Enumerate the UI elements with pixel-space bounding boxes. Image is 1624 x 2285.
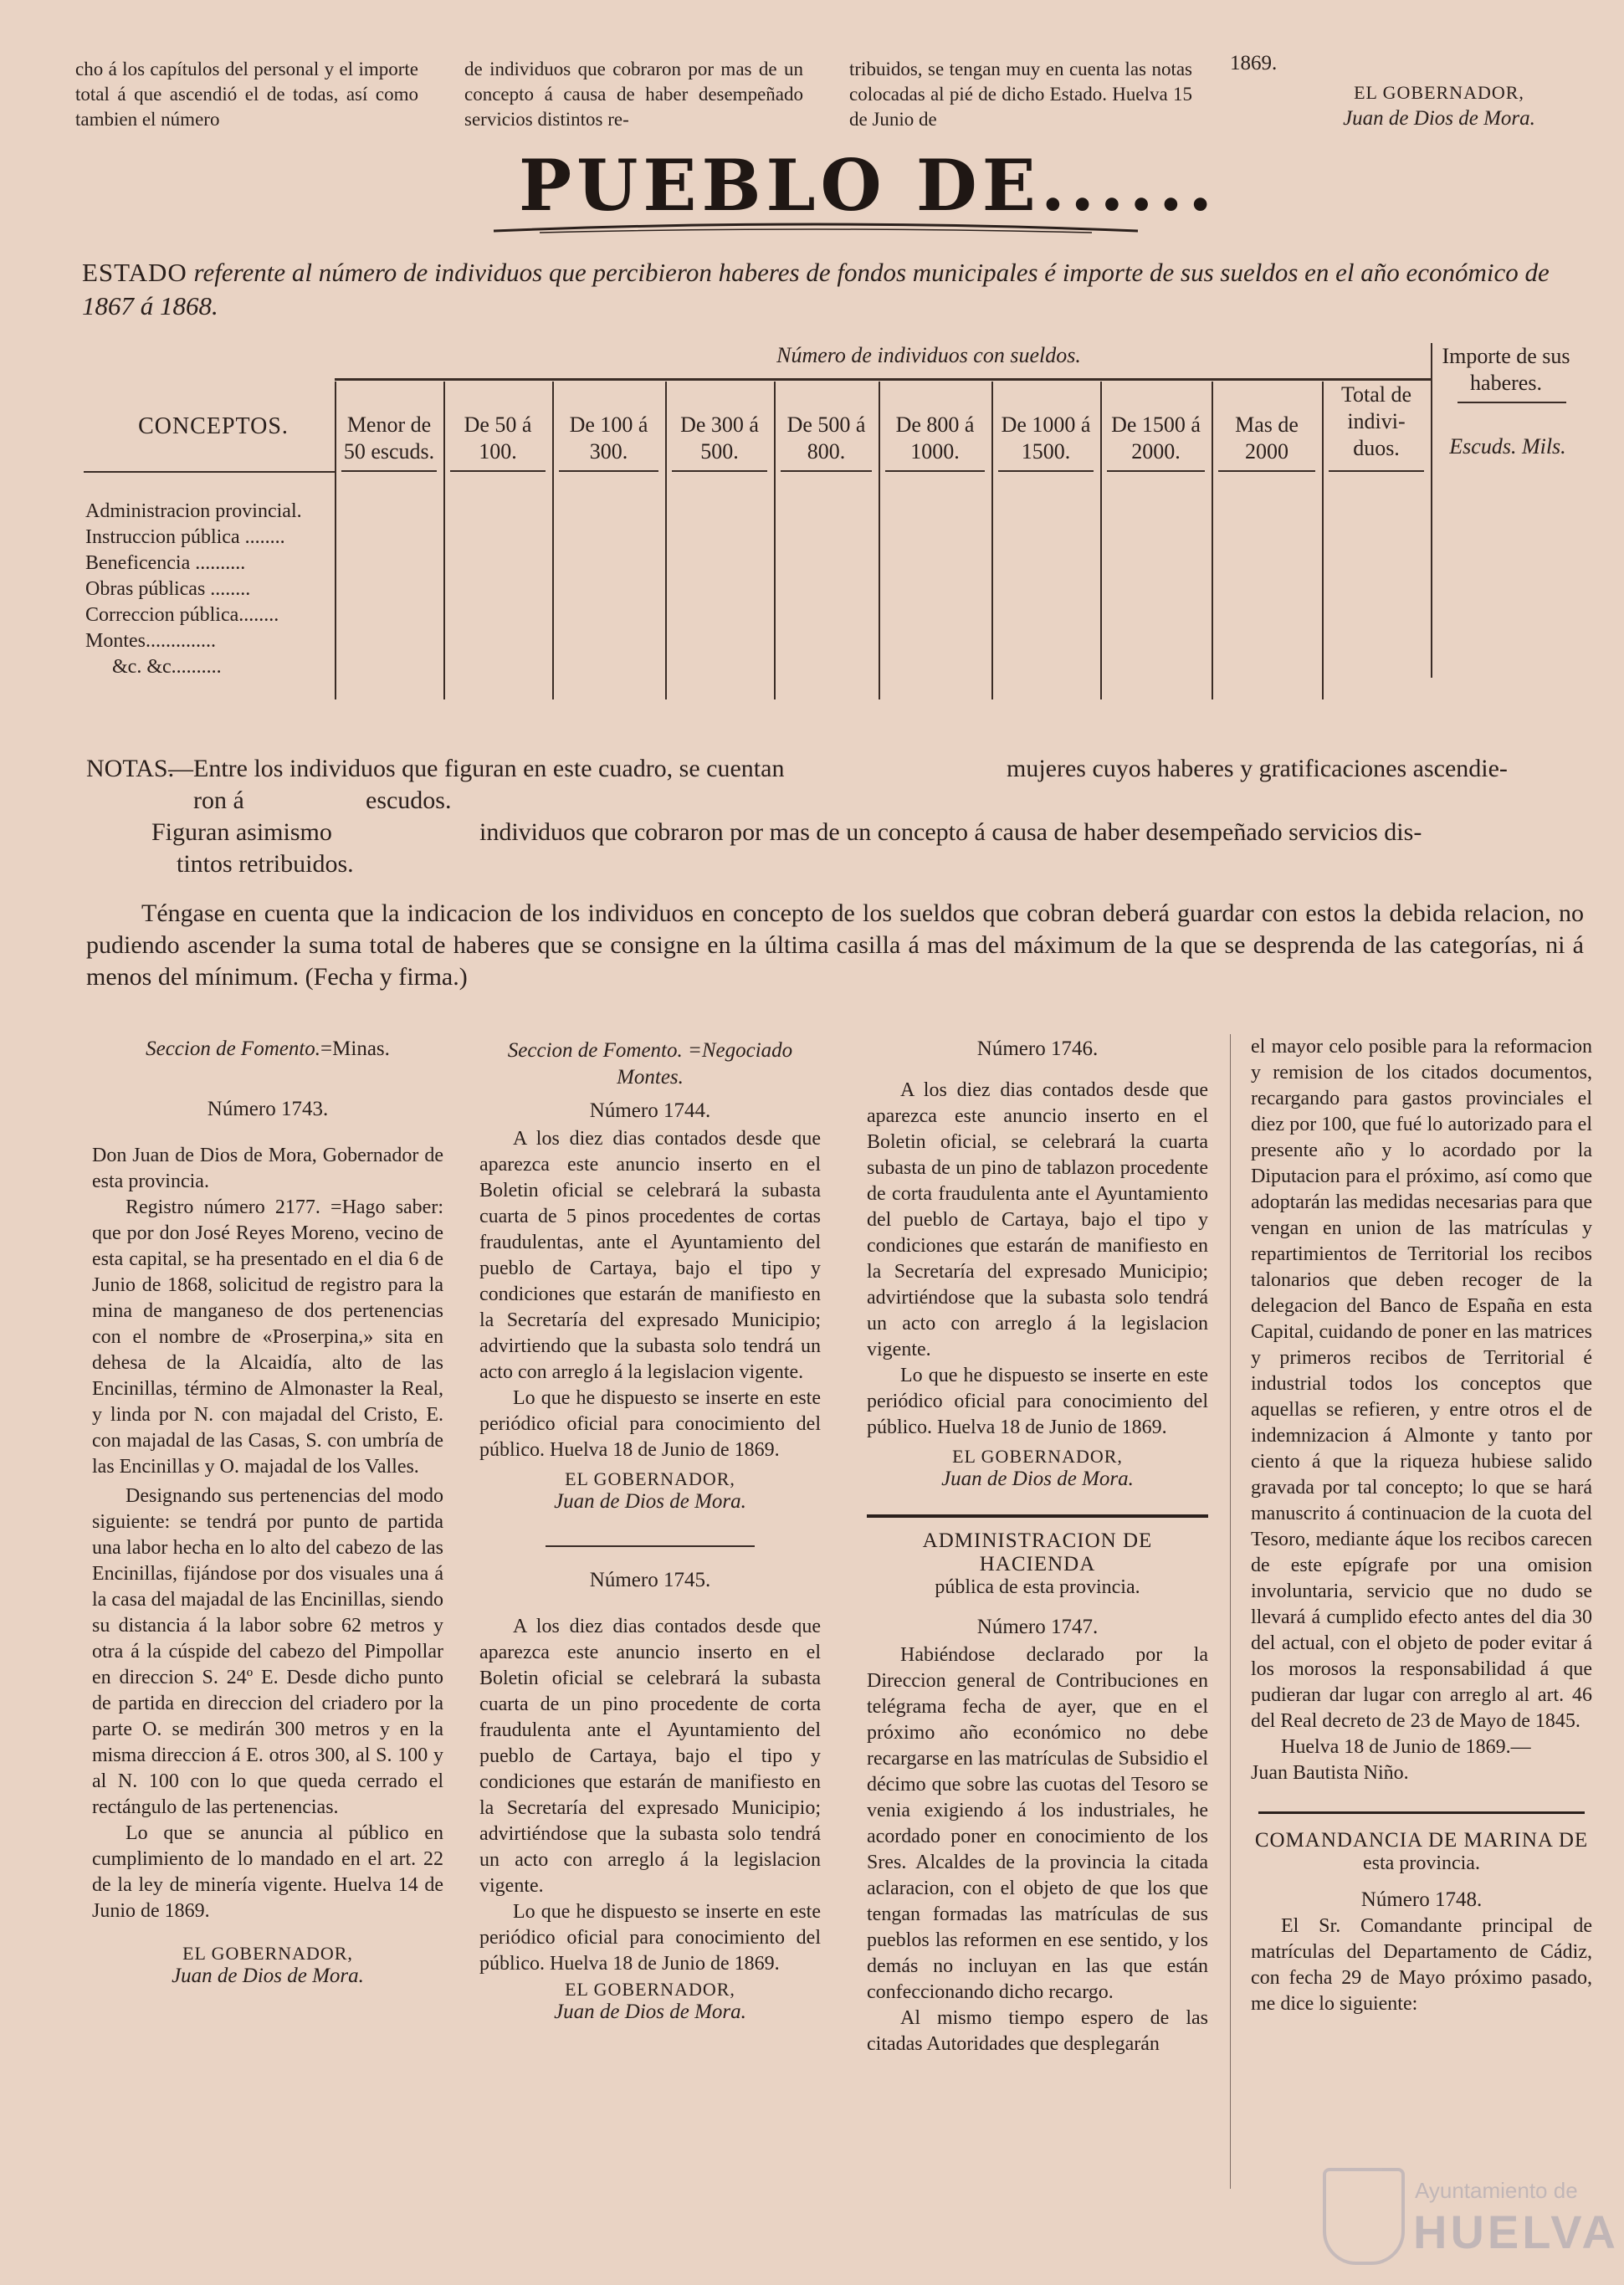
conceptos-underline bbox=[84, 471, 335, 473]
col1-signature-name: Juan de Dios de Mora. bbox=[172, 1965, 364, 1987]
estado-heading bbox=[82, 256, 1580, 323]
column-header: De 1500 á 2000. bbox=[1111, 412, 1201, 464]
col1-signature-title: EL GOBERNADOR, bbox=[182, 1943, 353, 1964]
column-1 bbox=[92, 1037, 443, 1988]
column-header-underline bbox=[998, 470, 1094, 472]
col2-signature-name-2: Juan de Dios de Mora. bbox=[554, 2001, 746, 2023]
table-row-label: Obras públicas ........ bbox=[85, 578, 251, 600]
column-header: Menor de 50 escuds. bbox=[343, 412, 435, 464]
col3-divider bbox=[867, 1514, 1208, 1518]
notes-line4: tintos retribuidos. bbox=[177, 850, 354, 878]
notes-line2a: ron á bbox=[193, 786, 244, 814]
column-header: De 50 á 100. bbox=[464, 412, 532, 464]
col2-body2: Lo que he dispuesto se inserte en este periódico oficial para conocimiento del público. Huelva 18 de Junio de 1869. bbox=[479, 1387, 821, 1461]
col1-body3: Designando sus pertenencias del modo siguiente: se tendrá por punto de partida una labor hecha en lo alto del cabezo de las Encinillas, fijándose por dos visuales una á la casa del majadal de las Encinillas, siendo su distancia á la labor sobre 62 metros y otra á la cúspide del cabezo del Pimpollar en direccion S. 24º E. Desde dicho punto de partida en direccion del criadero por la parte O. se medirán 300 metros y en la misma direccion á E. otros 300, al S. 100 y al N. 100 con lo que queda cerrado el rectángulo de las pertenencias. bbox=[92, 1485, 443, 1818]
col1-body2: Registro número 2177. =Hago saber: que por don José Reyes Moreno, vecino de esta capital, se ha presentado en el dia 6 de Junio de 1868, solicitud de registro para la mina de manganeso de dos pertenencias con el nombre de «Proserpina,» sita en dehesa de la Alcaidía, alto de las Encinillas, término de Almonaster la Real, y linda por N. con majadal del Cristo, E. con majadal de las Casas, S. con umbría de las Encinillas y O. majadal de los Valles. bbox=[92, 1196, 443, 1478]
estado-prefix: ESTADO bbox=[82, 258, 187, 287]
column-header-underline bbox=[1218, 470, 1315, 472]
col3-body4: Al mismo tiempo espero de las citadas Autoridades que desplegarán bbox=[867, 2007, 1208, 2055]
top-signature-name: Juan de Dios de Mora. bbox=[1343, 107, 1535, 130]
table-importe-divider bbox=[1431, 343, 1432, 678]
table-column-rule bbox=[443, 382, 445, 699]
column-2 bbox=[479, 1037, 821, 2024]
table-column-rule bbox=[1322, 382, 1324, 699]
column-header: De 500 á 800. bbox=[786, 412, 866, 464]
table-column-rule bbox=[991, 382, 993, 699]
col4-marina-subtitle: esta provincia. bbox=[1363, 1852, 1480, 1874]
column-3 bbox=[867, 1037, 1208, 2057]
watermark-line1: Ayuntamiento de bbox=[1415, 2178, 1578, 2203]
table-column-rule bbox=[774, 382, 776, 699]
col4-body2: El Sr. Comandante principal de matrículas del Departamento de Cádiz, con fecha 29 de Mayo próximo pasado, me dice lo siguiente: bbox=[1251, 1915, 1592, 2015]
col4-marina-title: COMANDANCIA DE MARINA DE bbox=[1254, 1829, 1589, 1852]
notes-line1b: mujeres cuyos haberes y gratificaciones ascendie- bbox=[1007, 755, 1508, 782]
column-header: Total de indivi- duos. bbox=[1340, 382, 1412, 460]
importe-subheader: Escuds. Mils. bbox=[1449, 434, 1566, 459]
col1-section-suffix: =Minas. bbox=[320, 1037, 390, 1060]
col1-section: Seccion de Fomento. bbox=[146, 1037, 321, 1060]
col4-date: Huelva 18 de Junio de 1869.— bbox=[1281, 1736, 1531, 1758]
ayuntamiento-watermark-logo bbox=[1323, 2168, 1619, 2260]
notes-block bbox=[86, 753, 1592, 887]
col2-signature-title-2: EL GOBERNADOR, bbox=[565, 1979, 735, 2000]
estado-text: referente al número de individuos que percibieron haberes de fondos municipales é importe de sus sueldos en el año económico de 1867 á 1868. bbox=[82, 258, 1550, 320]
column-header-underline bbox=[781, 470, 872, 472]
col3-signature-name: Juan de Dios de Mora. bbox=[941, 1468, 1134, 1490]
col3-body1: A los diez dias contados desde que aparezca este anuncio inserto en el Boletin oficial, se celebrará la cuarta subasta de un pino de tablazon procedente de corta fraudulenta ante el Ayuntamiento del pueblo de Cartaya, bajo el tipo y condiciones que estarán de manifiesto en la Secretaría del expresado Municipio; advirtiéndose que la subasta solo tendrá un acto con arreglo á la legislacion vigente. bbox=[867, 1079, 1208, 1360]
table-column-rule bbox=[552, 382, 554, 699]
col3-number-1747: Número 1747. bbox=[976, 1616, 1099, 1638]
top-year: 1869. bbox=[1230, 52, 1278, 74]
table-row-label: &c. &c.......... bbox=[112, 656, 222, 678]
table-row-label: Correccion pública........ bbox=[85, 604, 279, 626]
notes-line2b: escudos. bbox=[366, 786, 452, 814]
notes-label: NOTAS. bbox=[86, 755, 175, 782]
watermark-line2: HUELVA bbox=[1413, 2206, 1619, 2258]
top-signature-title: EL GOBERNADOR, bbox=[1354, 82, 1524, 103]
table-row-label: Administracion provincial. bbox=[85, 500, 302, 522]
notes-line3b: individuos que cobraron por mas de un concepto á causa de haber desempeñado servicios dis- bbox=[479, 818, 1422, 846]
column-header-underline bbox=[1329, 470, 1424, 472]
page-title: PUEBLO DE...... bbox=[519, 144, 1218, 227]
column-header-underline bbox=[450, 470, 546, 472]
col4-divider bbox=[1258, 1811, 1585, 1814]
col3-admin-title: ADMINISTRACION DE HACIENDA bbox=[922, 1529, 1153, 1575]
table-group-rule bbox=[335, 378, 1431, 381]
top-col2-text: de individuos que cobraron por mas de un concepto á causa de haber desempeñado servicios distintos re- bbox=[464, 59, 803, 130]
table-column-rule bbox=[665, 382, 667, 699]
column-header-underline bbox=[1107, 470, 1205, 472]
col2-section: Seccion de Fomento. =Negociado Montes. bbox=[507, 1039, 793, 1089]
column-header-underline bbox=[341, 470, 437, 472]
col2-body1: A los diez dias contados desde que aparezca este anuncio inserto en el Boletin oficial se celebrará la subasta cuarta de 5 pinos procedentes de cortas fraudulentas, ante el Ayuntamiento del pueblo de Cartaya, bajo el tipo y condiciones que estarán de manifiesto en la Secretaría del expresado Municipio; advirtiendo que la subasta solo tendrá un acto con arreglo á la legislacion vigente. bbox=[479, 1128, 821, 1383]
col1-body4: Lo que se anuncia al público en cumplimiento de lo mandado en el art. 22 de la ley de minería vigente. Huelva 14 de Junio de 1869. bbox=[92, 1822, 443, 1922]
col4-signer: Juan Bautista Niño. bbox=[1251, 1762, 1409, 1784]
col1-number: Número 1743. bbox=[207, 1098, 329, 1120]
table-column-rule bbox=[1212, 382, 1213, 699]
column-header-underline bbox=[672, 470, 767, 472]
col2-signature-title-1: EL GOBERNADOR, bbox=[565, 1468, 735, 1489]
table-column-rule bbox=[1100, 382, 1102, 699]
table-column-rule bbox=[879, 382, 880, 699]
column-divider-3-4 bbox=[1230, 1034, 1231, 2189]
col2-number-1745: Número 1745. bbox=[589, 1569, 711, 1591]
col2-divider bbox=[546, 1545, 755, 1547]
table-row-label: Beneficencia .......... bbox=[85, 552, 246, 574]
table-group-header: Número de individuos con sueldos. bbox=[776, 343, 1081, 367]
instruction-paragraph: Téngase en cuenta que la indicacion de los individuos en concepto de los sueldos que cobran deberá guardar con estos la debida relacion, no pudiendo ascender la suma total de haberes que se consigne en la última casilla á mas del máximum de la que se desprenda de las categorías, ni á menos del mínimum. (Fecha y firma.) bbox=[86, 899, 1584, 991]
column-header: De 100 á 300. bbox=[569, 412, 648, 464]
importe-header: Importe de sus haberes. bbox=[1442, 344, 1570, 395]
column-header-underline bbox=[885, 470, 985, 472]
title-ornament-rule bbox=[489, 214, 1142, 239]
column-header: Mas de 2000 bbox=[1235, 412, 1299, 464]
top-col1-text: cho á los capítulos del personal y el importe total á que ascendió el de todas, así como tambien el número bbox=[75, 59, 418, 130]
column-header: De 800 á 1000. bbox=[895, 412, 975, 464]
column-header-underline bbox=[559, 470, 658, 472]
conceptos-header: CONCEPTOS. bbox=[138, 413, 289, 439]
column-header: De 1000 á 1500. bbox=[1001, 412, 1091, 464]
col3-body2: Lo que he dispuesto se inserte en este periódico oficial para conocimiento del público. Huelva 18 de Junio de 1869. bbox=[867, 1365, 1208, 1438]
col2-number-1744: Número 1744. bbox=[589, 1099, 711, 1122]
col4-number-1748: Número 1748. bbox=[1360, 1888, 1483, 1911]
col1-section-heading bbox=[92, 1037, 443, 1061]
col1-body1: Don Juan de Dios de Mora, Gobernador de esta provincia. bbox=[92, 1145, 443, 1192]
col3-body3: Habiéndose declarado por la Direccion general de Contribuciones en telégrama fecha de ayer, que en el próximo año económico no debe recargarse en las matrículas de Subsidio el décimo que sobre las cuotas del Tesoro se venia exigiendo á los industriales, he acordado poner en conocimiento de los Sres. Alcaldes de la provincia la citada aclaracion, con el objeto de que los que tengan formadas las matrículas de sus pueblos las reformen en ese sentido, y los demás no incluyan en las que están confeccionando dicho recargo. bbox=[867, 1644, 1208, 2003]
notes-line1a: —Entre los individuos que figuran en este cuadro, se cuentan bbox=[168, 755, 785, 782]
col3-number-1746: Número 1746. bbox=[976, 1037, 1099, 1060]
importe-underline bbox=[1458, 402, 1566, 403]
shield-icon bbox=[1323, 2168, 1405, 2265]
col2-signature-name-1: Juan de Dios de Mora. bbox=[554, 1490, 746, 1513]
col3-signature-title: EL GOBERNADOR, bbox=[952, 1446, 1123, 1467]
top-col3-text: tribuidos, se tengan muy en cuenta las notas colocadas al pié de dicho Estado. Huelva 15 de Junio de bbox=[849, 59, 1192, 130]
column-header: De 300 á 500. bbox=[680, 412, 759, 464]
table-row-label: Instruccion pública ........ bbox=[85, 526, 285, 548]
column-4 bbox=[1251, 1034, 1592, 2017]
table-row-label: Montes.............. bbox=[85, 630, 216, 652]
col3-admin-subtitle: pública de esta provincia. bbox=[935, 1576, 1140, 1598]
col4-body1: el mayor celo posible para la reformacion y remision de los citados documentos, recargando para gastos provinciales el diez por 100, que fué lo autorizado para el presente año y lo acordado por la Diputacion para el próximo, así como que adoptarán las medidas necesarias para que vengan en union de las matrículas y repartimientos de Territorial los recibos talonarios que deben recoger de la delegacion del Banco de España en esta Capital, cuidando de poner en las matrices y primeros recibos de Territorial é industrial todos los conceptos que aquellas se refieren, y entre otros el de indemnizacion á Almonte y tanto por ciento á que la riqueza hubiese salido gravada por tal concepto; lo que se hará manuscrito á continuacion de la cuota del Tesoro, mediante áque los recibos carecen de este epígrafe por una omision involuntaria, servicio que no dudo se llevará á cumplido efecto antes del dia 30 del actual, con el objeto de poder evitar á los morosos la responsabilidad á que pudieran dar lugar con arreglo al art. 46 del Real decreto de 23 de Mayo de 1845. bbox=[1251, 1036, 1592, 1732]
col2-body3: A los diez dias contados desde que aparezca este anuncio inserto en el Boletin oficial se celebrará la subasta cuarta de un pino procedente de corta fraudulenta ante el Ayuntamiento del pueblo de Cartaya, bajo el tipo y condiciones que estarán de manifiesto en la Secretaría del expresado Municipio; advirtiéndose que la subasta solo tendrá un acto con arreglo á la legislacion vigente. bbox=[479, 1616, 821, 1897]
notes-line3a: Figuran asimismo bbox=[151, 818, 332, 846]
col2-body4: Lo que he dispuesto se inserte en este periódico oficial para conocimiento del público. Huelva 18 de Junio de 1869. bbox=[479, 1901, 821, 1975]
